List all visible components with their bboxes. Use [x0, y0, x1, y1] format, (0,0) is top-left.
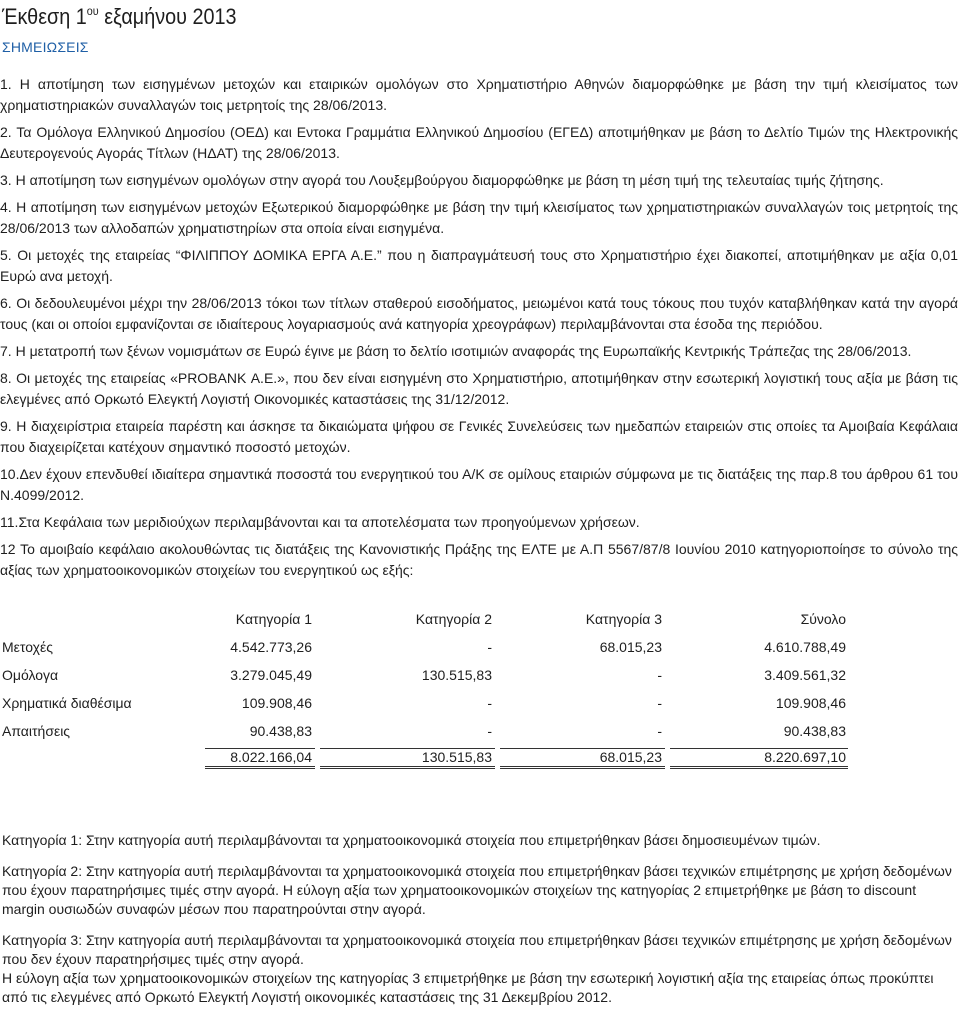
note-number: 8.: [0, 370, 12, 386]
note-item: [0, 293, 958, 335]
note-item: [0, 341, 958, 362]
note-item: [0, 464, 958, 506]
table-cell: 109.908,46: [775, 695, 846, 711]
note-text: Η διαχειρίστρια εταιρεία παρέστη και άσκησε τα δικαιώματα ψήφου σε Γενικές Συνελεύσεις των ημεδαπών εταιρειών στις οποίες τα Αμοιβαία Κεφάλαια που διαχειρίζεται κατέχουν σημαντικό ποσοστό μετοχών.: [0, 418, 959, 455]
note-text: Οι μετοχές της εταιρείας «PROBANK Α.Ε.», που δεν είναι εισηγμένη στο Χρηματιστήριο, αποτιμήθηκαν στην εσωτερική λογιστική τους αξία με βάση τις ελεγμένες από Ορκωτό Ελεγκτή Λογιστή Οικονομικές καταστάσεις της 31/12/2012.: [0, 370, 959, 407]
note-text: Οι μετοχές της εταιρείας “ΦΙΛΙΠΠΟΥ ΔΟΜΙΚΑ ΕΡΓΑ Α.Ε.” που η διαπραγμάτευσή τους στο Χρηματιστήριο έχει διακοπεί, αποτιμήθηκαν με αξία 0,01 Ευρώ ανα μετοχή.: [0, 247, 958, 284]
section-heading: ΣΗΜΕΙΩΣΕΙΣ: [2, 39, 89, 55]
note-number: 6.: [0, 295, 12, 311]
title-text: Έκθεση 1: [2, 4, 87, 29]
column-header: Κατηγορία 1: [235, 611, 312, 627]
category-3-definition: Κατηγορία 3: Στην κατηγορία αυτή περιλαμβάνονται τα χρηματοοικονομικά στοιχεία που επιμετρήθηκαν βάσει τεχνικών επιμέτρησης με χρήση δεδομένων που δεν έχουν παρατηρήσιμες τιμές στην αγορά.: [2, 932, 952, 967]
note-text: Οι δεδουλευμένοι μέχρι την 28/06/2013 τόκοι των τίτλων σταθερού εισοδήματος, μειωμένοι κατά τους τόκους που τυχόν καταβλήθηκαν κατά την αγορά τους (και οι οποίοι εμφανίζονται σε ιδιαίτερους λογαριασμούς ανά κατηγορία χρεογράφων) περιλαμβάνονται στα έσοδα της περιόδου.: [0, 295, 958, 332]
column-header: Κατηγορία 2: [415, 611, 492, 627]
table-row: [0, 662, 860, 690]
page-title: [2, 0, 237, 31]
table-cell: 109.908,46: [241, 695, 312, 711]
category-1-definition: Κατηγορία 1: Στην κατηγορία αυτή περιλαμβάνονται τα χρηματοοικονομικά στοιχεία που επιμετρήθηκαν βάσει δημοσιευμένων τιμών.: [2, 832, 821, 848]
note-text: Η αποτίμηση των εισηγμένων μετοχών Εξωτερικού διαμορφώθηκε με βάση την τιμή κλεισίματος των χρηματιστηριακών συναλλαγών τοις μετρητοίς της 28/06/2013 των αλλοδαπών χρηματιστηρίων στα οποία είναι εισηγμένα.: [0, 199, 958, 236]
note-item: [0, 368, 958, 410]
row-label: Απαιτήσεις: [2, 723, 71, 739]
note-number: 2.: [0, 124, 12, 140]
note-number: 7.: [0, 343, 12, 359]
notes-list: [0, 74, 958, 587]
title-superscript: ου: [86, 4, 99, 18]
note-item: [0, 122, 958, 164]
column-header: Σύνολο: [800, 611, 846, 627]
row-label: Ομόλογα: [2, 667, 59, 683]
note-number: 11.: [0, 514, 19, 530]
category-2-definition: Κατηγορία 2: Στην κατηγορία αυτή περιλαμβάνονται τα χρηματοοικονομικά στοιχεία που επιμετρήθηκαν βάσει τεχνικών επιμέτρησης με χρήση δεδομένων που έχουν παρατηρήσιμες τιμές στην αγορά. Η εύλογη αξία των χρηματοοικονομικών στοιχείων της κατηγορίας 2 επιμετρήθηκε με βάση το discount margin ουσιωδών συναφών μέσων που παρατηρούνται στην αγορά.: [2, 863, 952, 917]
row-label: Μετοχές: [2, 639, 53, 655]
note-item: [0, 539, 958, 581]
table-cell: -: [487, 639, 492, 655]
note-item: [0, 245, 958, 287]
note-number: 4.: [0, 199, 12, 215]
note-text: Δεν έχουν επενδυθεί ιδιαίτερα σημαντικά ποσοστά του ενεργητικού του Α/Κ σε ομίλους εταιριών σύμφωνα με τις διατάξεις της παρ.8 του άρθρου 61 του Ν.4099/2012.: [0, 466, 958, 503]
table-cell: 4.610.788,49: [764, 639, 846, 655]
table-cell: 130.515,83: [421, 667, 492, 683]
note-number: 10.: [0, 466, 20, 482]
total-cell: 68.015,23: [599, 749, 662, 765]
note-text: Στα Κεφάλαια των μεριδιούχων περιλαμβάνονται και τα αποτελέσματα των προηγούμενων χρήσεων.: [18, 514, 640, 530]
note-text: Η μετατροπή των ξένων νομισμάτων σε Ευρώ έγινε με βάση το δελτίο ισοτιμιών αναφοράς της Ευρωπαϊκής Κεντρικής Τράπεζας της 28/06/2013.: [15, 343, 912, 359]
row-label: Χρηματικά διαθέσιμα: [2, 695, 132, 711]
category-3-valuation: Η εύλογη αξία των χρηματοοικονομικών στοιχείων της κατηγορίας 3 επιμετρήθηκε με βάση την εσωτερική λογιστική αξία της εταιρείας όπως προκύπτει από τις ελεγμένες από Ορκωτό Ελεγκτή Λογιστή οικονομικές καταστάσεις της 31 Δεκεμβρίου 2012.: [2, 970, 934, 1005]
table-row: [0, 690, 860, 718]
table-cell: 90.438,83: [783, 723, 846, 739]
total-cell: 8.022.166,04: [230, 749, 312, 765]
table-cell: -: [487, 723, 492, 739]
table-total-row: [0, 746, 860, 774]
title-text-rest: εξαμήνου 2013: [98, 4, 237, 29]
note-item: [0, 512, 958, 533]
table-row: [0, 718, 860, 746]
table-cell: 4.542.773,26: [230, 639, 312, 655]
note-item: [0, 197, 958, 239]
note-text: Τα Ομόλογα Ελληνικού Δημοσίου (ΟΕΔ) και Εντοκα Γραμμάτια Ελληνικού Δημοσίου (ΕΓΕΔ) αποτιμήθηκαν με βάση το Δελτίο Τιμών της Ηλεκτρονικής Δευτερογενούς Αγοράς Τίτλων (ΗΔΑΤ) της 28/06/2013.: [0, 124, 959, 161]
note-number: 9.: [0, 418, 12, 434]
table-cell: 3.409.561,32: [764, 667, 846, 683]
note-number: 3.: [0, 172, 12, 188]
table-cell: 68.015,23: [599, 639, 662, 655]
table-cell: -: [657, 667, 662, 683]
total-cell: 8.220.697,10: [764, 749, 846, 765]
table-row: [0, 634, 860, 662]
column-header: Κατηγορία 3: [585, 611, 662, 627]
table-cell: -: [657, 723, 662, 739]
table-cell: 3.279.045,49: [230, 667, 312, 683]
category-definitions: [2, 831, 952, 1019]
note-text: Η αποτίμηση των εισηγμένων ομολόγων στην αγορά του Λουξεμβούργου διαμορφώθηκε με βάση τη μέση τιμή της τελευταίας τιμής ζήτησης.: [15, 172, 884, 188]
note-text: Η αποτίμηση των εισηγμένων μετοχών και εταιρικών ομολόγων στο Χρηματιστήριο Αθηνών διαμορφώθηκε με βάση την τιμή κλεισίματος των χρηματιστηριακών συναλλαγών τοις μετρητοίς της 28/06/2013.: [0, 76, 958, 113]
note-number: 5.: [0, 247, 12, 263]
categorization-table: [0, 606, 860, 774]
table-cell: 90.438,83: [249, 723, 312, 739]
note-item: [0, 416, 958, 458]
note-number: 12: [0, 541, 16, 557]
note-text: Το αμοιβαίο κεφάλαιο ακολουθώντας τις διατάξεις της Κανονιστικής Πράξης της ΕΛΤΕ με Α.Π 5567/87/8 Ιουνίου 2010 κατηγοριοποίησε το σύνολο της αξίας των χρηματοοικονομικών στοιχείων του ενεργητικού ως εξής:: [0, 541, 959, 578]
note-item: [0, 170, 958, 191]
note-item: [0, 74, 958, 116]
note-number: 1.: [0, 76, 12, 92]
table-header-row: [0, 606, 860, 634]
total-cell: 130.515,83: [421, 749, 492, 765]
table-cell: -: [487, 695, 492, 711]
table-cell: -: [657, 695, 662, 711]
